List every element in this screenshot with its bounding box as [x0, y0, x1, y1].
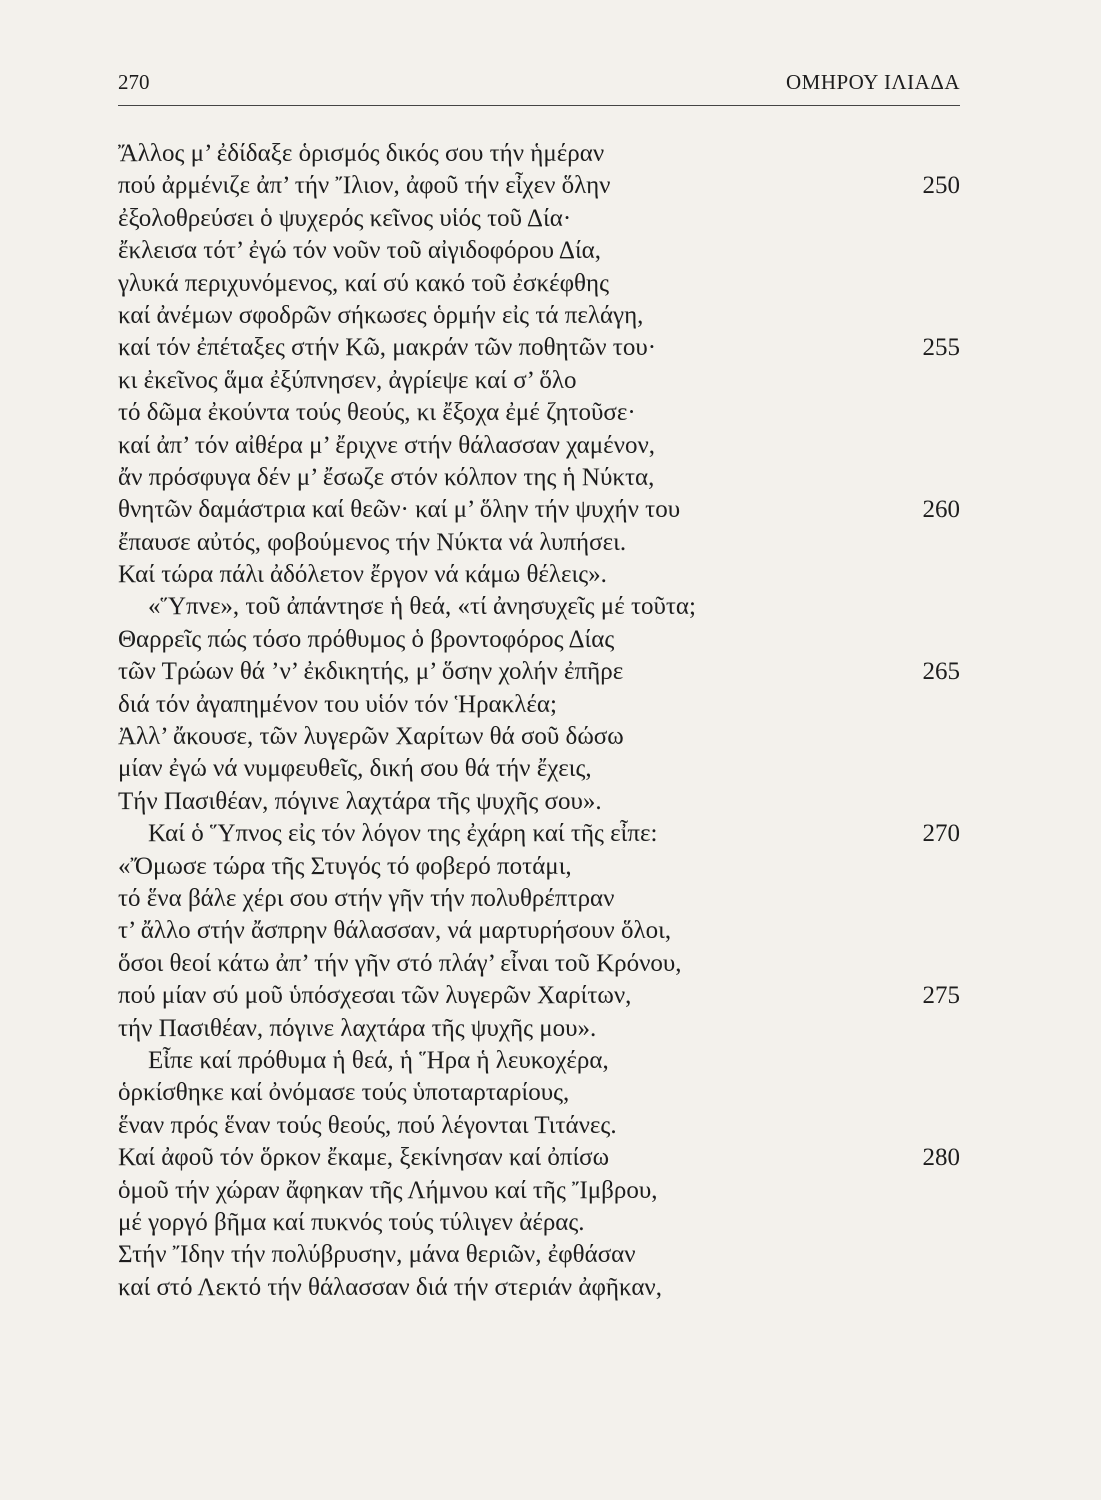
verse-line [118, 170, 960, 202]
verse-text: ὁρκίσθηκε καί ὀνόμασε τούς ὑποταρταρίους, [118, 1079, 570, 1107]
verse-line [118, 948, 960, 980]
verse-text: γλυκά περιχυνόμενος, καί σύ κακό τοῦ ἐσκέφθης [118, 269, 609, 297]
verse-text: ἔκλεισα τότ’ ἐγώ τόν νοῦν τοῦ αἰγιδοφόρου Δία, [118, 237, 602, 265]
line-number: 275 [922, 982, 960, 1010]
verse-text: Ἀλλ’ ἄκουσε, τῶν λυγερῶν Χαρίτων θά σοῦ δώσω [118, 723, 624, 751]
verse-line [118, 397, 960, 429]
verse-text: ἐξολοθρεύσει ὁ ψυχερός κεῖνος υἱός τοῦ Δία· [118, 204, 572, 232]
verse-text: μίαν ἐγώ νά νυμφευθεῖς, δική σου θά τήν ἔχεις, [118, 755, 592, 783]
verse-line [118, 1239, 960, 1271]
verse-line [118, 1175, 960, 1207]
line-number: 270 [922, 820, 960, 848]
running-title: ΟΜΗΡΟΥ ΙΛΙΑΔΑ [786, 70, 960, 94]
verse-line [118, 624, 960, 656]
verse-text: «Ὄμωσε τώρα τῆς Στυγός τό φοβερό ποτάμι, [118, 852, 572, 880]
header-rule [118, 105, 960, 106]
verse-line [118, 689, 960, 721]
verse-line [118, 268, 960, 300]
verse-line [118, 527, 960, 559]
page-header [118, 66, 960, 100]
verse-line [118, 851, 960, 883]
verse-text: τήν Πασιθέαν, πόγινε λαχτάρα τῆς ψυχῆς μου». [118, 1014, 597, 1042]
verse-text: καί ἀνέμων σφοδρῶν σήκωσες ὁρμήν εἰς τά πελάγη, [118, 301, 644, 329]
poem-text [118, 138, 960, 1304]
verse-text: ὅσοι θεοί κάτω ἀπ’ τήν γῆν στό πλάγ’ εἶναι τοῦ Κρόνου, [118, 949, 682, 977]
verse-text: καί τόν ἐπέταξες στήν Κῶ, μακράν τῶν ποθητῶν του· [118, 334, 657, 362]
verse-text: κι ἐκεῖνος ἅμα ἐξύπνησεν, ἀγρίεψε καί σ’ ὅλο [118, 366, 577, 394]
verse-text: διά τόν ἀγαπημένον του υἱόν τόν Ἡρακλέα; [118, 690, 557, 718]
verse-text: Ἄλλος μ’ ἐδίδαξε ὁρισμός δικός σου τήν ἡμέραν [118, 140, 605, 167]
verse-line [118, 559, 960, 591]
verse-line [118, 1045, 960, 1077]
verse-line [118, 138, 960, 170]
verse-line [118, 1077, 960, 1109]
verse-line [118, 818, 960, 850]
verse-line [118, 1272, 960, 1304]
verse-text: τῶν Τρώων θά ’ν’ ἐκδικητής, μ’ ὅσην χολήν ἐπῆρε [118, 658, 624, 686]
verse-line [118, 883, 960, 915]
line-number: 250 [922, 172, 960, 200]
verse-text: καί στό Λεκτό τήν θάλασσαν διά τήν στεριάν ἀφῆκαν, [118, 1273, 662, 1301]
verse-text: μέ γοργό βῆμα καί πυκνός τούς τύλιγεν ἀέρας. [118, 1208, 585, 1236]
verse-text: «Ὕπνε», τοῦ ἀπάντησε ἡ θεά, «τί ἀνησυχεῖς μέ τοῦτα; [148, 593, 696, 621]
verse-line [118, 1110, 960, 1142]
verse-text: ἕναν πρός ἕναν τούς θεούς, πού λέγονται Τιτάνες. [118, 1111, 617, 1139]
verse-text: πού ἀρμένιζε ἀπ’ τήν Ἴλιον, ἀφοῦ τήν εἶχεν ὅλην [118, 172, 611, 200]
line-number: 265 [922, 658, 960, 686]
verse-line [118, 430, 960, 462]
verse-line [118, 591, 960, 623]
verse-text: ὁμοῦ τήν χώραν ἄφηκαν τῆς Λήμνου καί τῆς Ἴμβρου, [118, 1176, 658, 1204]
verse-line [118, 980, 960, 1012]
verse-text: ἄν πρόσφυγα δέν μ’ ἔσωζε στόν κόλπον της ἡ Νύκτα, [118, 463, 655, 491]
line-number: 280 [922, 1144, 960, 1172]
verse-line [118, 1142, 960, 1174]
verse-text: Καί ὁ Ὕπνος εἰς τόν λόγον της ἐχάρη καί τῆς εἶπε: [148, 820, 658, 848]
verse-line [118, 462, 960, 494]
verse-line [118, 721, 960, 753]
verse-text: θνητῶν δαμάστρια καί θεῶν· καί μ’ ὅλην τήν ψυχήν του [118, 496, 681, 524]
verse-line [118, 203, 960, 235]
verse-line [118, 1207, 960, 1239]
verse-line [118, 656, 960, 688]
line-number: 255 [922, 334, 960, 362]
verse-text: καί ἀπ’ τόν αἰθέρα μ’ ἔριχνε στήν θάλασσαν χαμένον, [118, 431, 656, 459]
verse-text: ἔπαυσε αὐτός, φοβούμενος τήν Νύκτα νά λυπήσει. [118, 528, 627, 556]
verse-line [118, 235, 960, 267]
verse-line [118, 365, 960, 397]
verse-text: Καί ἀφοῦ τόν ὅρκον ἔκαμε, ξεκίνησαν καί ὀπίσω [118, 1144, 610, 1172]
line-number: 260 [922, 496, 960, 524]
verse-text: Τήν Πασιθέαν, πόγινε λαχτάρα τῆς ψυχῆς σου». [118, 787, 602, 815]
verse-line [118, 915, 960, 947]
verse-line [118, 1013, 960, 1045]
verse-text: τό ἕνα βάλε χέρι σου στήν γῆν τήν πολυθρέπτραν [118, 884, 615, 912]
verse-line [118, 494, 960, 526]
verse-line [118, 332, 960, 364]
verse-text: πού μίαν σύ μοῦ ὑπόσχεσαι τῶν λυγερῶν Χαρίτων, [118, 982, 632, 1010]
verse-line [118, 300, 960, 332]
verse-text: Στήν Ἴδην τήν πολύβρυσην, μάνα θεριῶν, ἐφθάσαν [118, 1241, 636, 1269]
verse-text: Καί τώρα πάλι ἀδόλετον ἔργον νά κάμω θέλεις». [118, 561, 607, 589]
verse-text: Θαρρεῖς πώς τόσο πρόθυμος ὁ βροντοφόρος Δίας [118, 625, 615, 653]
verse-line [118, 786, 960, 818]
verse-text: Εἶπε καί πρόθυμα ἡ θεά, ἡ Ἥρα ἡ λευκοχέρα, [148, 1046, 609, 1074]
verse-text: τό δῶμα ἐκούντα τούς θεούς, κι ἔξοχα ἐμέ ζητοῦσε· [118, 399, 636, 427]
verse-line [118, 753, 960, 785]
verse-text: τ’ ἄλλο στήν ἄσπρην θάλασσαν, νά μαρτυρήσουν ὅλοι, [118, 917, 672, 945]
page-number: 270 [118, 70, 150, 94]
